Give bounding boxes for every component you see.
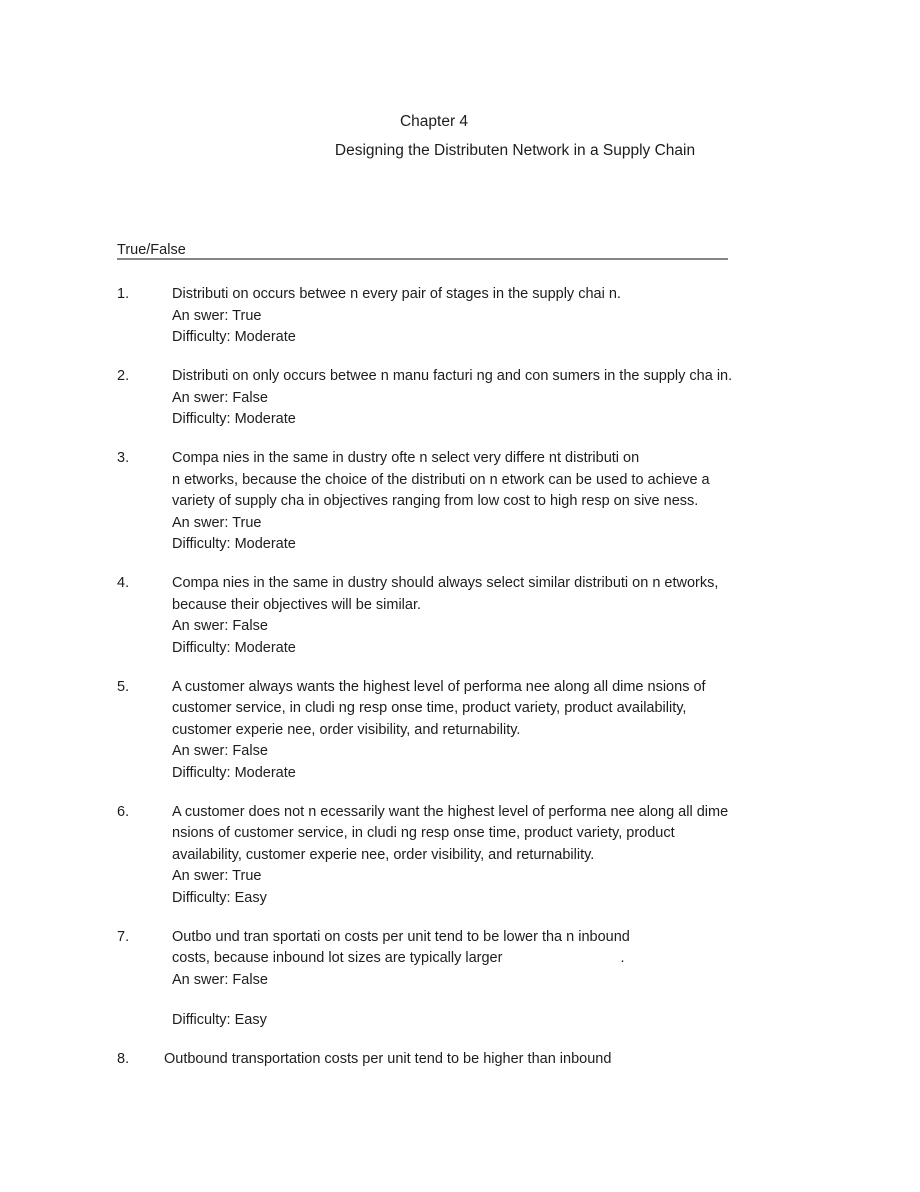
question-body xyxy=(172,573,737,659)
question-number: 6. xyxy=(117,803,130,820)
section-divider-rule xyxy=(117,258,728,260)
question-text-line: n etworks, because the choice of the distributi on n etwork can be used to achieve a xyxy=(172,471,710,488)
question-body xyxy=(172,366,737,431)
answer-line: An swer: False xyxy=(172,618,268,634)
question-text-line: Outbound transportation costs per unit tend to be higher than inbound xyxy=(164,1050,612,1067)
chapter-title: Chapter 4 xyxy=(399,113,469,130)
question xyxy=(117,284,737,349)
question-text-line: A customer always wants the highest level of performa nee along all dime nsions of xyxy=(172,678,706,695)
difficulty-line: Difficulty: Easy xyxy=(172,1011,267,1028)
question xyxy=(117,802,737,910)
answer-line: An swer: False xyxy=(172,389,268,406)
blank-line xyxy=(172,991,737,1010)
question-text: costs, because inbound lot sizes are typically larger xyxy=(172,950,503,966)
questions xyxy=(117,284,737,1088)
question-text-line: variety of supply cha in objectives ranging from low cost to high resp on sive ness. xyxy=(172,493,699,509)
chapter-subtitle: Designing the Distributen Network in a Supply Chain xyxy=(334,142,696,159)
difficulty-line: Difficulty: Moderate xyxy=(172,536,296,552)
question-number: 8. xyxy=(117,1050,130,1067)
difficulty-line: Difficulty: Moderate xyxy=(172,329,296,345)
section-header-true-false: True/False xyxy=(117,242,186,258)
question-text-line: Distributi on occurs betwee n every pair of stages in the supply chai n. xyxy=(172,286,621,302)
question-body xyxy=(164,1049,737,1071)
question-body xyxy=(172,448,737,556)
question-text-line: A customer does not n ecessarily want the highest level of performa nee along all dime xyxy=(172,803,729,820)
question-text-line: Distributi on only occurs betwee n manu facturi ng and con sumers in the supply cha in. xyxy=(172,368,733,384)
answer-line: An swer: True xyxy=(172,868,262,884)
answer-line: An swer: False xyxy=(172,971,268,988)
question-number: 5. xyxy=(117,678,130,695)
question xyxy=(117,677,737,785)
difficulty-line: Difficulty: Moderate xyxy=(172,764,296,781)
question-number: 2. xyxy=(117,368,130,384)
question xyxy=(117,927,737,1032)
question-number: 1. xyxy=(117,286,130,302)
question-text-line: Outbo und tran sportati on costs per unit tend to be lower tha n inbound xyxy=(172,928,630,945)
question-body xyxy=(172,677,737,785)
question-text-line: nsions of customer service, in cludi ng resp onse time, product variety, product xyxy=(172,825,675,841)
question-text-line: Compa nies in the same in dustry should always select similar distributi on n etworks, xyxy=(172,575,719,591)
question-text-line: customer experie nee, order visibility, and returnability. xyxy=(172,721,521,738)
question-body xyxy=(172,284,737,349)
question-number: 7. xyxy=(117,928,130,945)
answer-line: An swer: True xyxy=(172,307,262,324)
question-text-line xyxy=(172,948,737,970)
question xyxy=(117,448,737,556)
difficulty-line: Difficulty: Moderate xyxy=(172,411,296,427)
question-body xyxy=(172,802,737,910)
question-text-line: customer service, in cludi ng resp onse time, product variety, product availability, xyxy=(172,700,687,716)
difficulty-line: Difficulty: Moderate xyxy=(172,639,296,656)
answer-line: An swer: True xyxy=(172,514,262,531)
question xyxy=(117,366,737,431)
question-number: 3. xyxy=(117,450,130,466)
question-text-line: because their objectives will be similar. xyxy=(172,596,422,613)
question-number: 4. xyxy=(117,575,130,591)
difficulty-line: Difficulty: Easy xyxy=(172,889,267,906)
answer-line: An swer: False xyxy=(172,743,268,759)
question xyxy=(117,573,737,659)
question-body xyxy=(172,927,737,1032)
question-text-line: availability, customer experie nee, order visibility, and returnability. xyxy=(172,846,595,863)
question-text-line: Compa nies in the same in dustry ofte n select very differe nt distributi on xyxy=(172,450,640,466)
question xyxy=(117,1049,737,1071)
trailing-period: . xyxy=(620,950,625,966)
